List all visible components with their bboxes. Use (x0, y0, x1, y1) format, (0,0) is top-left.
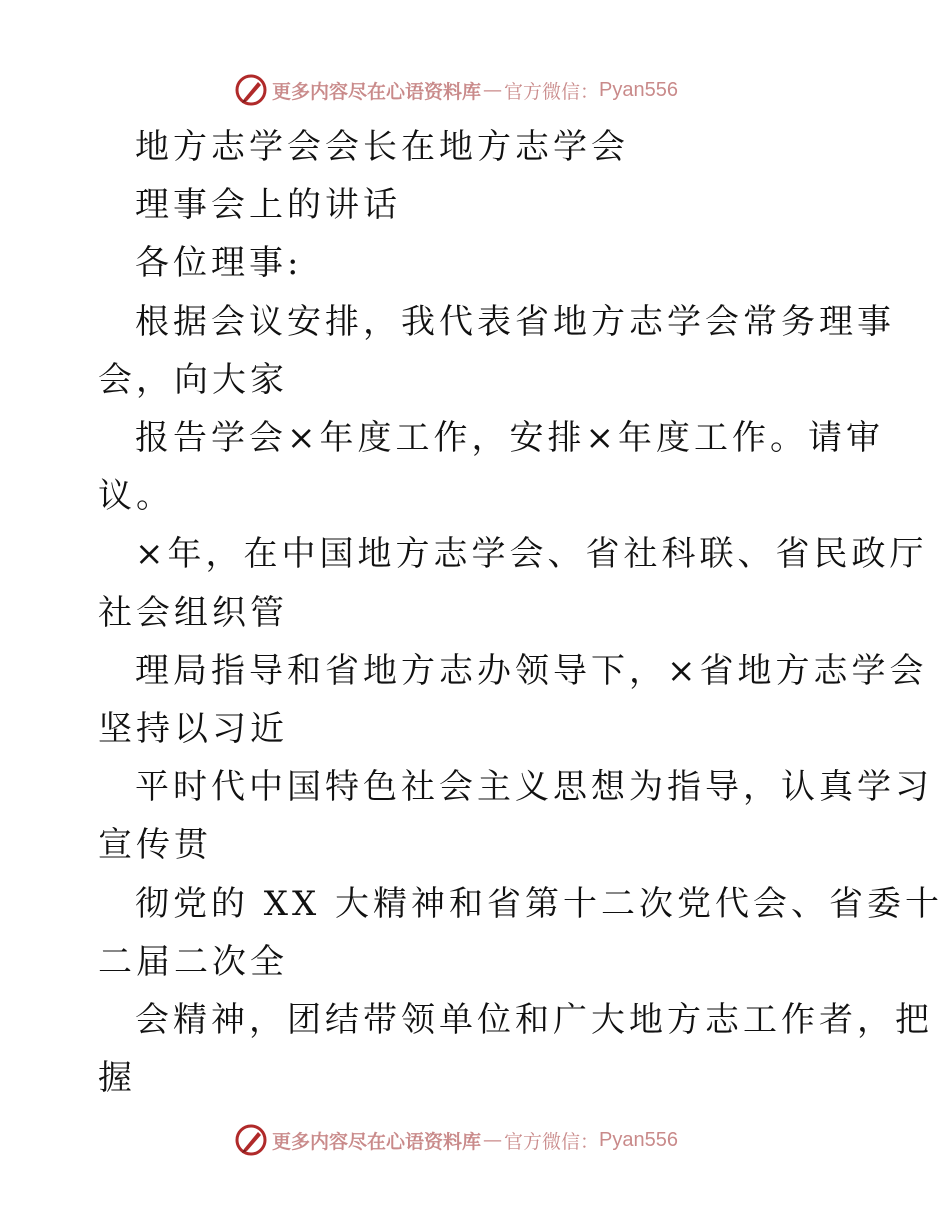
paragraph-line: 理局指导和省地方志办领导下，×省地方志学会 (135, 650, 928, 691)
paragraph-line: 二届二次全 (98, 941, 288, 982)
footer-watermark (234, 1122, 678, 1158)
paragraph-line: 社会组织管 (98, 592, 288, 633)
watermark-text: 更多内容尽在心语资料库 (272, 80, 482, 103)
watermark-text: 更多内容尽在心语资料库 (272, 1130, 482, 1153)
paragraph-line: 会，向大家 (98, 359, 288, 400)
paragraph-line: 根据会议安排，我代表省地方志学会常务理事 (135, 301, 895, 342)
paragraph-line: 报告学会×年度工作，安排×年度工作。请审 (135, 418, 884, 459)
header-watermark (234, 72, 678, 108)
document-title-line-2: 理事会上的讲话 (135, 185, 401, 226)
paragraph-line: 平时代中国特色社会主义思想为指导，认真学习 (135, 767, 933, 808)
watermark-label: 官方微信： (504, 1130, 600, 1153)
watermark-label: 官方微信： (504, 80, 600, 103)
watermark-wechat-id: Pyan556 (599, 1128, 678, 1151)
red-pen-circle-logo-icon (234, 1123, 268, 1157)
document-title-line-1: 地方志学会会长在地方志学会 (135, 127, 629, 167)
paragraph-line: 宣传贯 (98, 825, 212, 866)
paragraph-line: 彻党的 XX 大精神和省第十二次党代会、省委十 (135, 883, 944, 924)
paragraph-line: 握 (98, 1058, 136, 1099)
paragraph-line: 会精神，团结带领单位和广大地方志工作者，把 (135, 1000, 933, 1041)
watermark-dash: — (483, 79, 503, 101)
paragraph-line: 坚持以习近 (98, 709, 288, 750)
red-pen-circle-logo-icon (234, 73, 268, 107)
paragraph-line: ×年，在中国地方志学会、省社科联、省民政厅 (135, 534, 928, 575)
salutation: 各位理事: (135, 243, 303, 284)
watermark-dash: — (483, 1129, 503, 1151)
document-body (98, 118, 944, 1107)
paragraph-line: 议。 (98, 476, 174, 517)
watermark-wechat-id: Pyan556 (599, 78, 678, 101)
